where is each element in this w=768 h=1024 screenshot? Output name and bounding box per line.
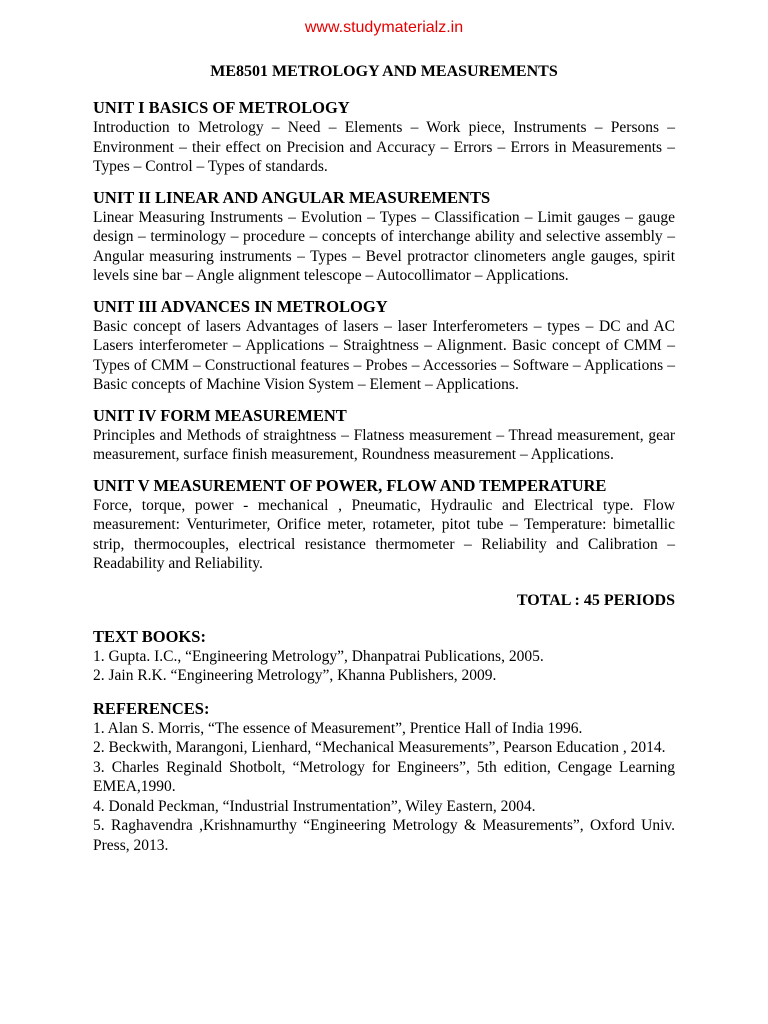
unit-4 [93, 405, 675, 465]
unit-body: Force, torque, power - mechanical , Pneumatic, Hydraulic and Electrical type. Flow measurement: Venturimeter, Orifice meter, rotameter, pitot tube – Temperature: bimetallic strip, thermocouples, electrical resistance thermometer – Reliability and Calibration – Readability and Reliability. [93, 496, 675, 572]
unit-heading: UNIT III ADVANCES IN METROLOGY [93, 296, 388, 316]
unit-2 [93, 187, 675, 286]
unit-body: Principles and Methods of straightness – Flatness measurement – Thread measurement, gear measurement, surface finish measurement, Roundness measurement – Applications. [93, 426, 675, 463]
reference-item: 4. Donald Peckman, “Industrial Instrumentation”, Wiley Eastern, 2004. [93, 797, 536, 815]
unit-body: Linear Measuring Instruments – Evolution – Types – Classification – Limit gauges – gauge design – terminology – procedure – concepts of interchange ability and selective assembly – Angular measuring instruments – Types – Bevel protractor clinometers angle gauges, spirit levels sine bar – Angle alignment telescope – Autocollimator – Applications. [93, 208, 675, 284]
unit-3 [93, 296, 675, 395]
references-section [93, 698, 675, 856]
site-url[interactable]: www.studymaterialz.in [304, 19, 464, 36]
total-periods: TOTAL : 45 PERIODS [516, 591, 675, 609]
unit-heading: UNIT IV FORM MEASUREMENT [93, 405, 347, 425]
unit-heading: UNIT V MEASUREMENT OF POWER, FLOW AND TEMPERATURE [93, 475, 607, 495]
reference-item: 5. Raghavendra ,Krishnamurthy “Engineering Metrology & Measurements”, Oxford Univ. Press, 2013. [93, 817, 675, 854]
references-heading: REFERENCES: [93, 698, 210, 718]
syllabus-content [93, 97, 675, 855]
unit-body: Introduction to Metrology – Need – Elements – Work piece, Instruments – Persons – Environment – their effect on Precision and Accuracy – Errors – Errors in Measurements – Types – Control – Types of standards. [93, 119, 675, 175]
unit-body: Basic concept of lasers Advantages of lasers – laser Interferometers – types – DC and AC Lasers interferometer – Applications – Straightness – Alignment. Basic concept of CMM – Types of CMM – Constructional features – Probes – Accessories – Software – Applications – Basic concepts of Machine Vision System – Element – Applications. [93, 317, 675, 393]
reference-item: 1. Alan S. Morris, “The essence of Measurement”, Prentice Hall of India 1996. [93, 719, 583, 737]
text-book-item: 1. Gupta. I.C., “Engineering Metrology”, Dhanpatrai Publications, 2005. [93, 647, 544, 665]
reference-item: 2. Beckwith, Marangoni, Lienhard, “Mechanical Measurements”, Pearson Education , 2014. [93, 739, 666, 756]
text-books-section [93, 626, 675, 686]
text-books-heading: TEXT BOOKS: [93, 626, 206, 646]
text-book-item: 2. Jain R.K. “Engineering Metrology”, Khanna Publishers, 2009. [93, 667, 497, 684]
reference-item: 3. Charles Reginald Shotbolt, “Metrology for Engineers”, 5th edition, Cengage Learning EMEA,1990. [93, 758, 675, 795]
document-title: ME8501 METROLOGY AND MEASUREMENTS [210, 63, 558, 80]
unit-1 [93, 97, 675, 177]
unit-5 [93, 475, 675, 574]
unit-heading: UNIT II LINEAR AND ANGULAR MEASUREMENTS [93, 187, 491, 207]
unit-heading: UNIT I BASICS OF METROLOGY [93, 98, 350, 117]
